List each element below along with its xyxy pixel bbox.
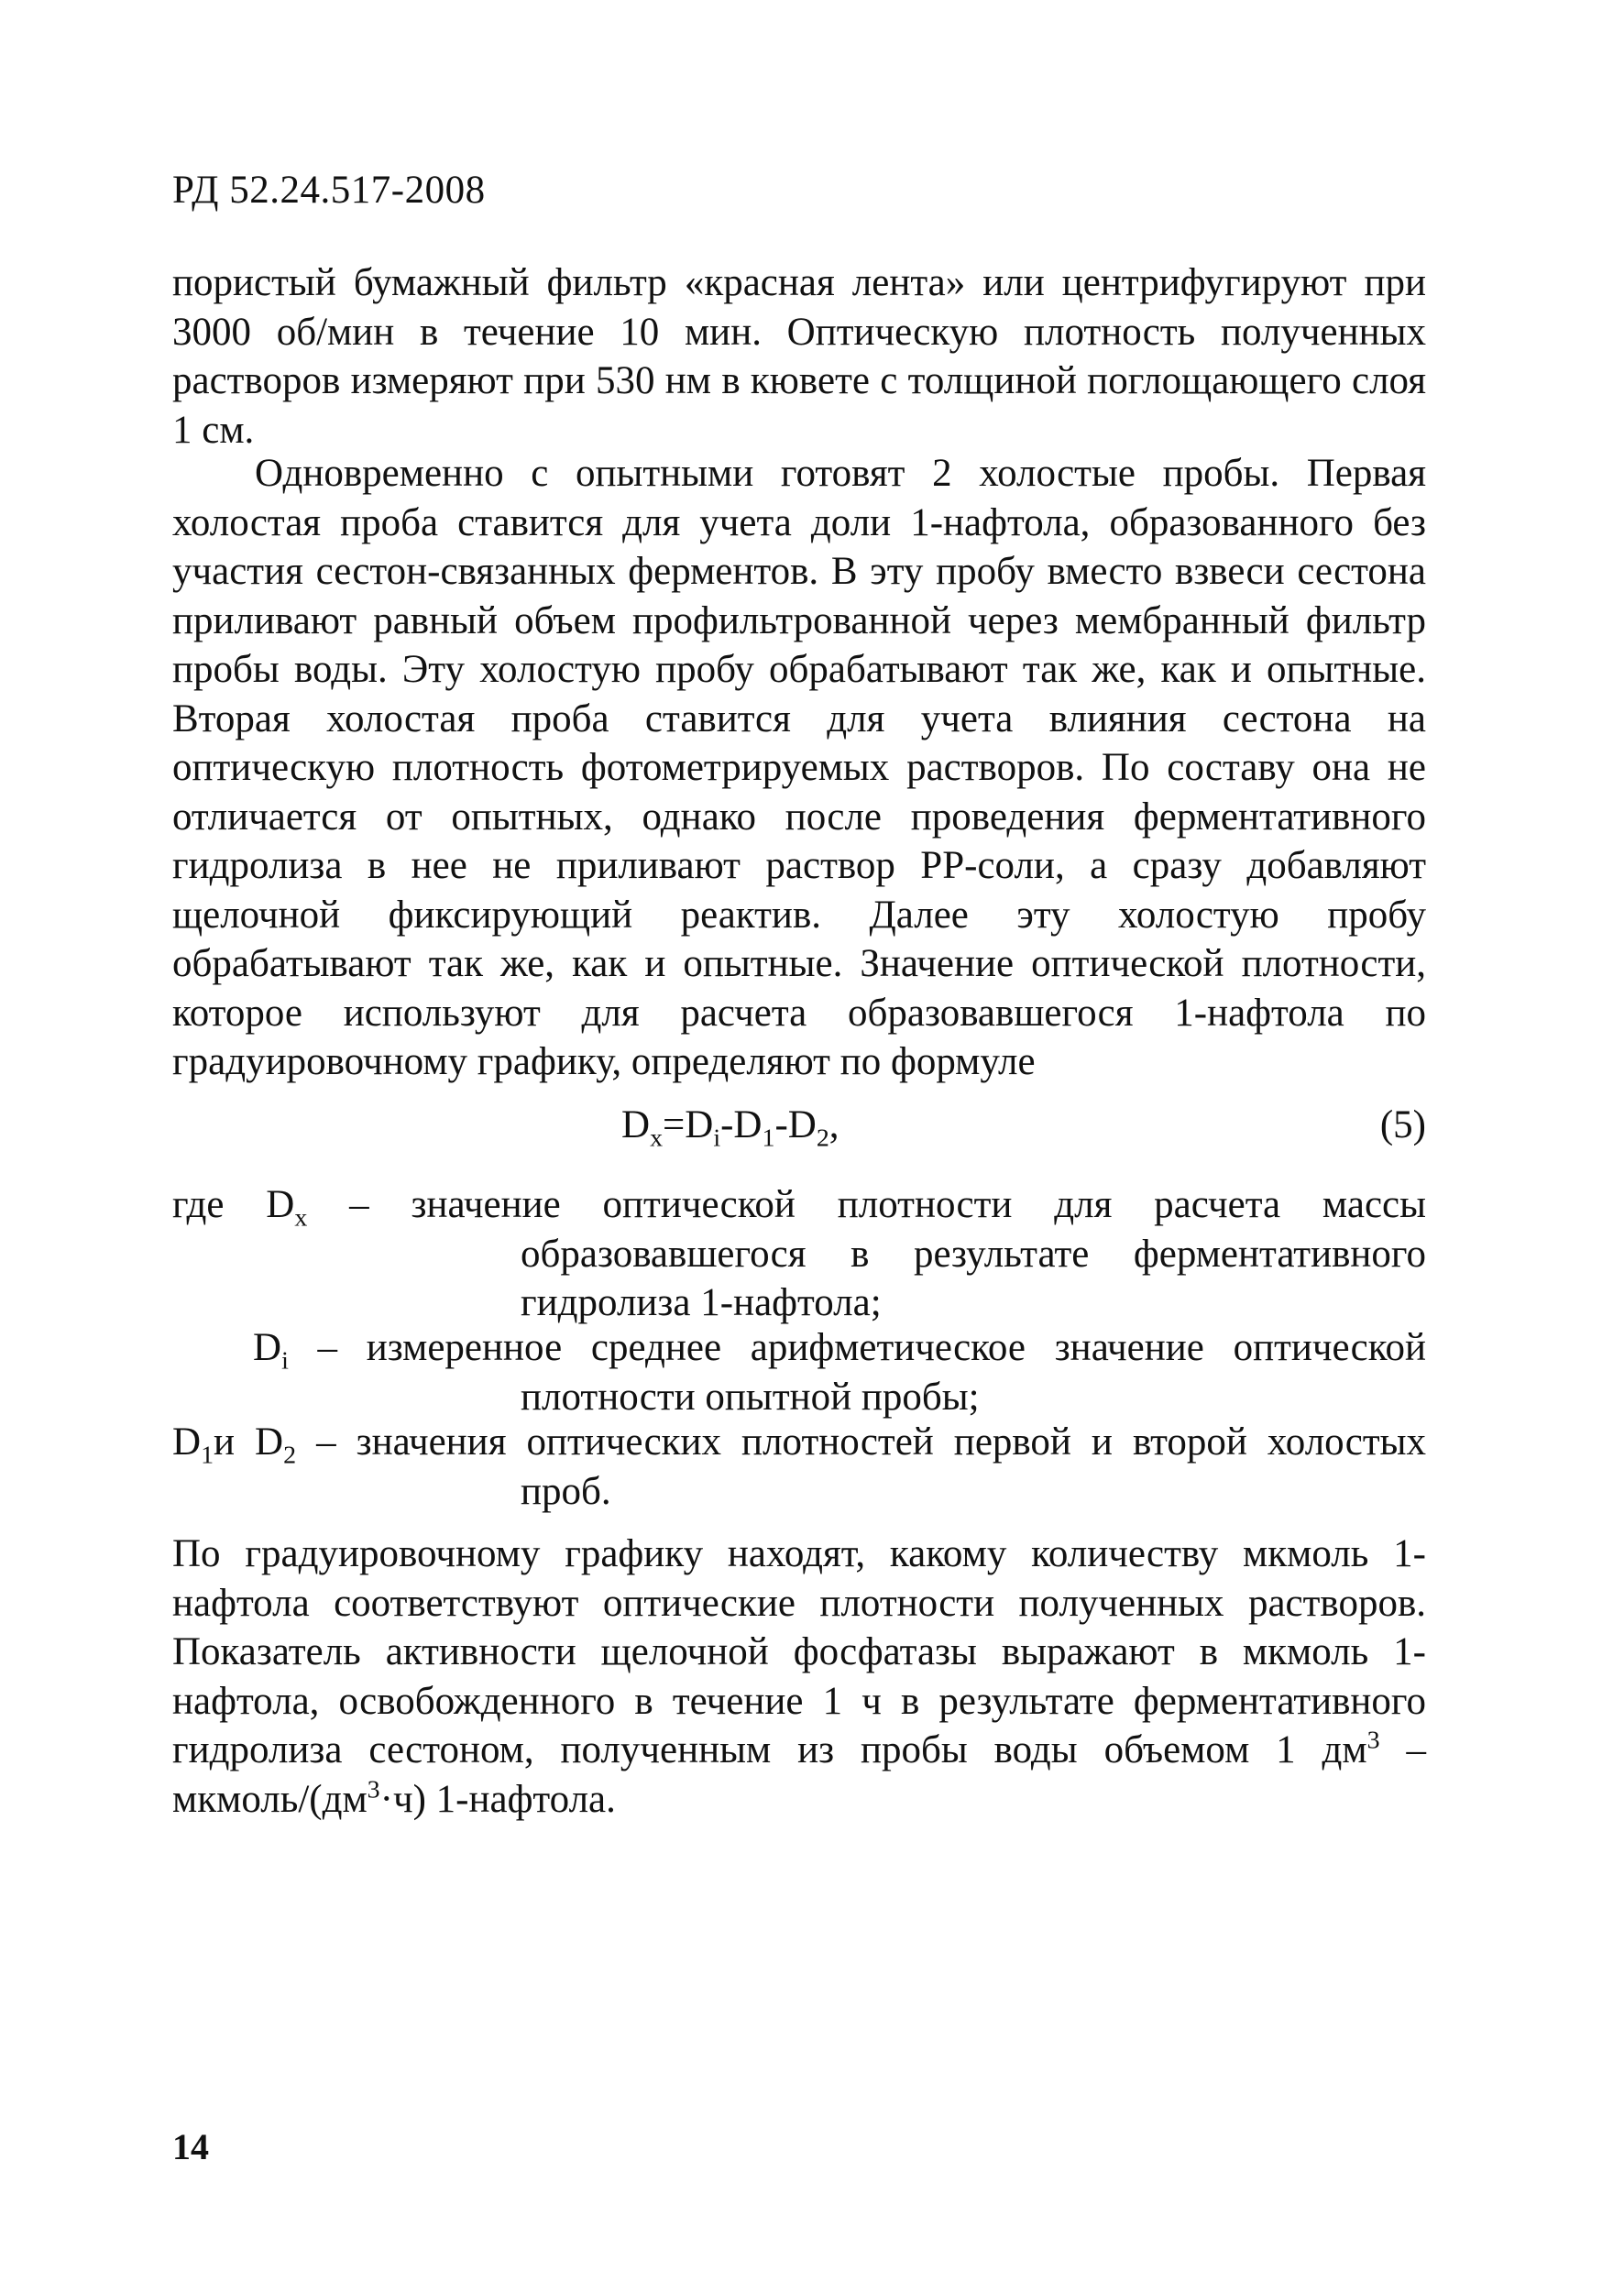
formula-optical-density <box>621 1100 839 1151</box>
definition-term: D <box>266 1183 295 1226</box>
paragraph-text: По градуировочному графику находят, какому количеству мкмоль 1-нафтола соответствуют оптические плотности полученных растворов. Показатель активности щелочной фосфатазы выражают в мкмоль 1-нафтола, освобожденного в течение 1 ч в результате ферментативного гидролиза сестоном, полученным из пробы воды объемом 1 дм <box>172 1532 1426 1771</box>
paragraph-calibration-result <box>172 1530 1426 1824</box>
paragraph-blank-samples: Одновременно с опытными готовят 2 холостые пробы. Первая холостая проба ставится для учета доли 1-нафтола, образованного без участия сестон-связанных ферментов. В эту пробу вместо взвеси сестона приливают равный объем профильтрованной через мембранный фильтр пробы воды. Эту холостую пробу обрабатывают так же, как и опытные. Вторая холостая проба ставится для учета влияния сестона на оптическую плотность фотометрируемых растворов. По составу она не отличается от опытных, однако после проведения ферментативного гидролиза в нее не приливают раствор РР-соли, а сразу добавляют щелочной фиксирующий реактив. Далее эту холостую пробу обрабатывают так же, как и опытные. Значение оптической плотности, которое используют для расчета образовавшегося 1-нафтола по градуировочному графику, определяют по формуле <box>172 452 1426 1083</box>
definition-term: D <box>172 1420 202 1464</box>
superscript: 3 <box>1366 1726 1380 1755</box>
definition-term-subscript: i <box>281 1346 289 1376</box>
definition-text <box>253 1323 1426 1421</box>
formula-term: , <box>828 1103 839 1146</box>
formula-subscript: i <box>713 1124 721 1153</box>
superscript: 3 <box>367 1775 380 1804</box>
formula-term: -D <box>720 1103 763 1146</box>
definition-description: измеренное среднее арифметическое значение оптической плотности опытной пробы; <box>366 1326 1426 1419</box>
definition-text <box>172 1180 1426 1328</box>
formula-subscript: 2 <box>816 1124 829 1153</box>
definition-description: значения оптических плотностей первой и второй холостых проб. <box>356 1420 1427 1513</box>
definition-term-subscript: 2 <box>283 1441 297 1470</box>
definition-term-subscript: x <box>294 1203 308 1233</box>
document-code-header: РД 52.24.517-2008 <box>172 169 486 212</box>
definition-description: значение оптической плотности для расчета массы образовавшегося в результате ферментативного гидролиза 1-нафтола; <box>411 1183 1427 1324</box>
definition-dash: – <box>307 1183 411 1226</box>
definition-term: и D <box>214 1420 284 1464</box>
definition-dash: – <box>288 1326 367 1369</box>
paragraph-text: ·ч) 1-нафтола. <box>379 1777 616 1821</box>
definition-term-subscript: 1 <box>201 1441 214 1470</box>
paragraph-filtering: пористый бумажный фильтр «красная лента» или центрифугируют при 3000 об/мин в течение 10 мин. Оптическую плотность полученных растворов измеряют при 530 нм в кювете с толщиной поглощающего слоя 1 см. <box>172 261 1426 452</box>
definition-term: D <box>253 1326 282 1369</box>
paragraph-text: – мкмоль/(дм <box>172 1728 1427 1821</box>
formula-number: (5) <box>1379 1103 1426 1146</box>
formula-term: D <box>621 1103 651 1146</box>
definition-text <box>172 1418 1426 1516</box>
formula-term: =D <box>663 1103 714 1146</box>
formula-row <box>172 1100 1426 1151</box>
definition-lead: где <box>172 1183 267 1226</box>
formula-subscript: 1 <box>762 1124 775 1153</box>
formula-term: -D <box>774 1103 817 1146</box>
definition-dash: – <box>296 1420 357 1464</box>
formula-subscript: x <box>650 1124 664 1153</box>
page-number: 14 <box>172 2126 209 2167</box>
